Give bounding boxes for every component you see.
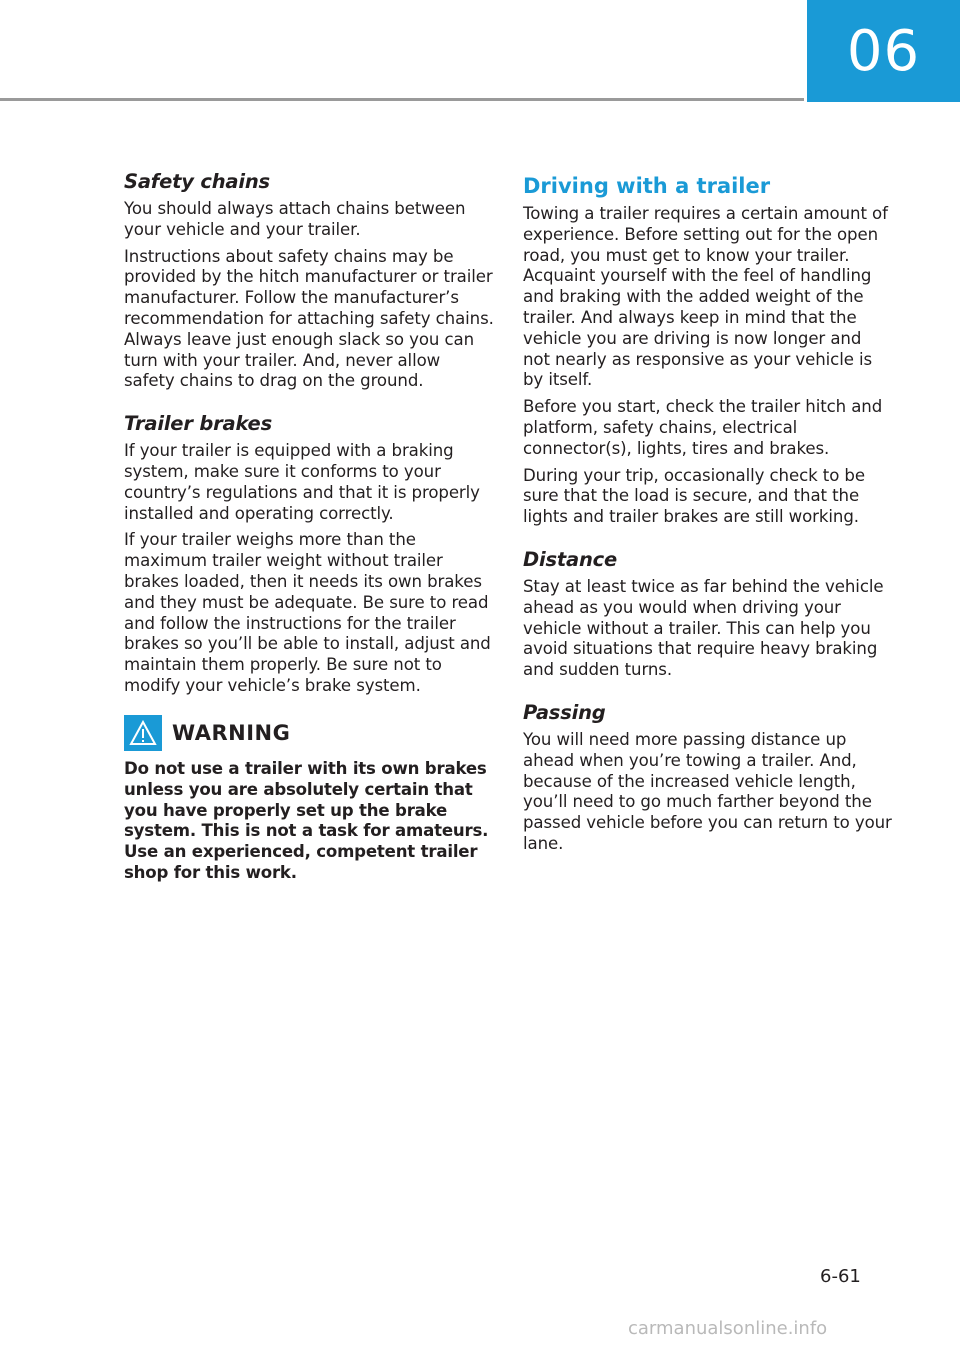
page-number: 6-61: [820, 1266, 861, 1287]
warning-header: [124, 715, 494, 751]
passing-heading: Passing: [523, 700, 606, 724]
chapter-tab: [807, 0, 960, 102]
chapter-number: 06: [846, 18, 921, 84]
footer-watermark: carmanualsonline.info: [628, 1318, 828, 1339]
driving-paragraph-1: Towing a trailer requires a certain amount of experience. Before setting out for the open road, you must get to know your trailer. Acquaint yourself with the feel of handling and braking with the added weight of the trailer. And always keep in mind that the vehicle you are driving is now longer and not nearly as responsive as your vehicle is by itself.: [523, 204, 888, 390]
driving-with-trailer-heading: Driving with a trailer: [523, 174, 771, 198]
safety-chains-paragraph-2: Instructions about safety chains may be provided by the hitch manufacturer or trailer manufacturer. Follow the manufacturer’s recommendation for attaching safety chains. Always leave just enough slack so you can turn with your trailer. And, never allow safety chains to drag on the ground.: [124, 246, 494, 391]
left-column: [124, 170, 494, 884]
trailer-brakes-paragraph-1: If your trailer is equipped with a braking system, make sure it conforms to your country’s regulations and that it is properly installed and operating correctly.: [124, 441, 480, 523]
distance-heading: Distance: [523, 547, 618, 571]
distance-paragraph-1: Stay at least twice as far behind the vehicle ahead as you would when driving your vehicle without a trailer. This can help you avoid situations that require heavy braking and sudden turns.: [523, 576, 884, 680]
trailer-brakes-heading: Trailer brakes: [124, 412, 272, 436]
header-rule: [0, 98, 804, 101]
safety-chains-paragraph-1: You should always attach chains between your vehicle and your trailer.: [124, 199, 466, 239]
warning-title: WARNING: [172, 720, 291, 745]
driving-paragraph-3: During your trip, occasionally check to be sure that the load is secure, and that the lights and trailer brakes are still working.: [523, 465, 865, 527]
warning-triangle-icon: [124, 715, 162, 751]
driving-paragraph-2: Before you start, check the trailer hitch and platform, safety chains, electrical connector(s), lights, tires and brakes.: [523, 397, 883, 458]
warning-text: Do not use a trailer with its own brakes unless you are absolutely certain that you have properly set up the brake system. This is not a task for amateurs. Use an experienced, competent trailer shop for this work.: [124, 758, 489, 883]
safety-chains-heading: Safety chains: [124, 170, 270, 193]
trailer-brakes-paragraph-2: If your trailer weighs more than the maximum trailer weight without trailer brakes loaded, then it needs its own brakes and they must be adequate. Be sure to read and follow the instructions for the trailer brakes so you’ll be able to install, adjust and maintain them properly. Be sure not to modify your vehicle’s brake system.: [124, 530, 491, 695]
passing-paragraph-1: You will need more passing distance up ahead when you’re towing a trailer. And, because of the increased vehicle length, you’ll need to go much farther beyond the passed vehicle before you can return to your lane.: [523, 729, 892, 853]
right-column: [523, 170, 893, 861]
